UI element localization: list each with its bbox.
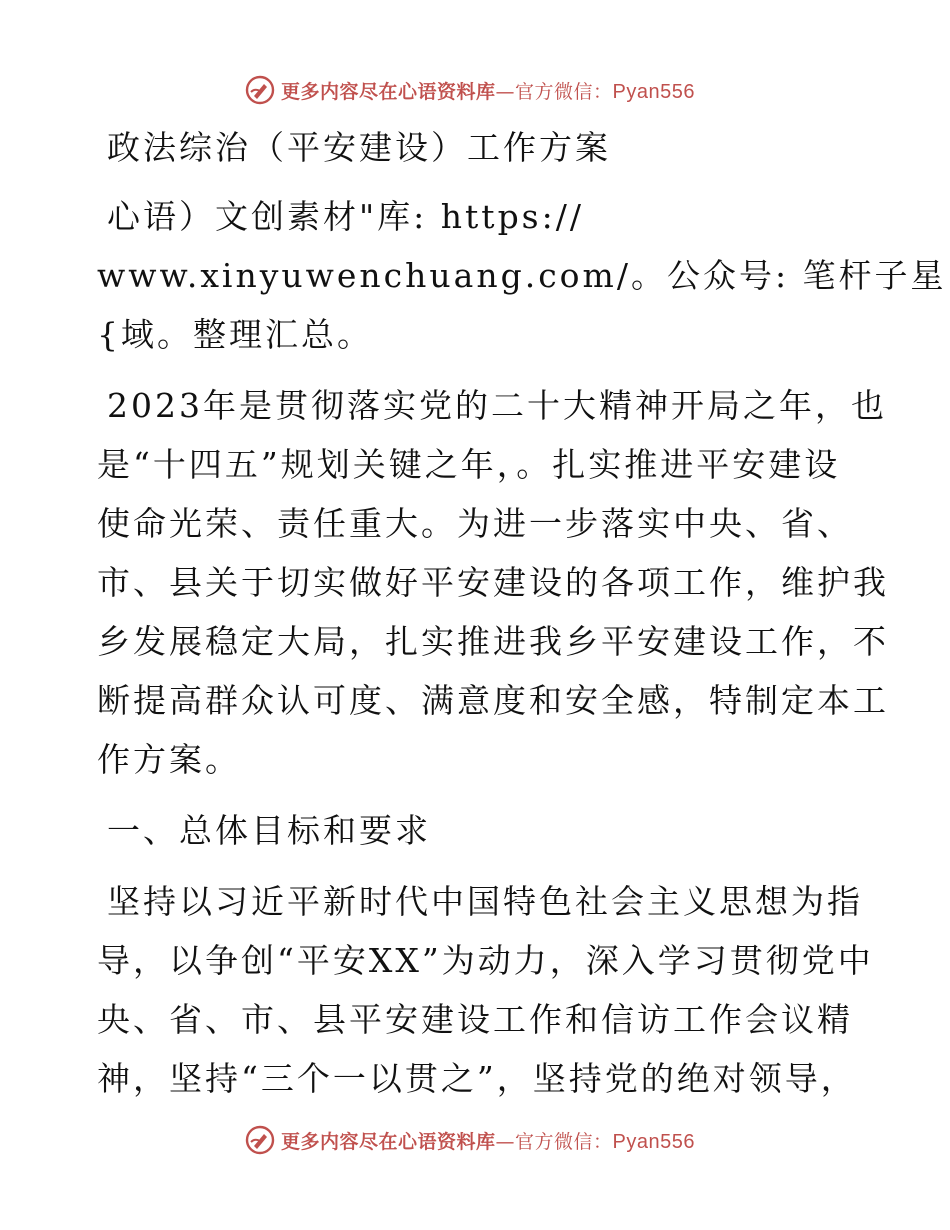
footer-watermark	[0, 1120, 950, 1160]
watermark-main: 更多内容尽在心语资料库	[281, 1130, 496, 1153]
paragraph-line: 神，坚持“三个一以贯之”，坚持党的绝对领导，	[97, 1059, 857, 1098]
pen-logo-icon	[245, 1125, 275, 1155]
watermark-official: 官方微信：	[515, 80, 613, 103]
paragraph-line: 作方案。	[97, 740, 241, 779]
watermark-id: Pyan556	[612, 1130, 695, 1153]
paragraph-line: 市、县关于切实做好平安建设的各项工作，维护我	[97, 563, 889, 602]
watermark-official: 官方微信：	[515, 1130, 613, 1153]
watermark-content	[245, 1125, 695, 1155]
source-line: {域。整理汇总。	[97, 315, 373, 354]
pen-logo-icon	[245, 75, 275, 105]
paragraph-line: 断提高群众认可度、满意度和安全感，特制定本工	[97, 681, 889, 720]
paragraph-line: 是“十四五”规划关键之年，。扎实推进平安建设	[97, 445, 841, 484]
watermark-content	[245, 75, 695, 105]
watermark-main: 更多内容尽在心语资料库	[281, 80, 496, 103]
watermark-text	[281, 1127, 695, 1154]
paragraph-line: 坚持以习近平新时代中国特色社会主义思想为指	[107, 882, 863, 921]
paragraph-line: 乡发展稳定大局，扎实推进我乡平安建设工作，不	[97, 622, 889, 661]
source-note	[97, 187, 947, 364]
section-heading: 一、总体目标和要求	[107, 811, 431, 850]
source-line: www.xinyuwenchuang.com/。公众号: 笔杆子星	[97, 256, 947, 295]
watermark-separator: —	[495, 80, 516, 103]
watermark-id: Pyan556	[612, 80, 695, 103]
paragraph-line: 2023年是贯彻落实党的二十大精神开局之年，也	[107, 386, 887, 425]
document-body	[97, 118, 947, 1108]
paragraph-line: 使命光荣、责任重大。为进一步落实中央、省、	[97, 504, 853, 543]
section-paragraph	[97, 872, 874, 1108]
paragraph-line: 央、省、市、县平安建设工作和信访工作会议精	[97, 1000, 853, 1039]
intro-paragraph	[97, 376, 889, 789]
header-watermark	[0, 70, 950, 110]
source-line: 心语）文创素材"库: https://	[107, 197, 584, 236]
watermark-text	[281, 77, 695, 104]
document-title: 政法综治（平安建设）工作方案	[107, 128, 611, 167]
paragraph-line: 导，以争创“平安XX”为动力，深入学习贯彻党中	[97, 941, 874, 980]
watermark-separator: —	[495, 1130, 516, 1153]
